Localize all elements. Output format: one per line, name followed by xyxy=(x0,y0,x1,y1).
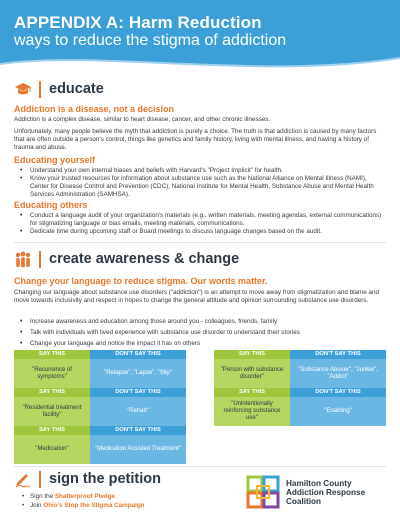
coalition-logo xyxy=(246,472,391,512)
say-cell: "Recurrence of symptoms" xyxy=(14,359,90,388)
dont-say-header: DON'T SAY THIS xyxy=(90,388,186,397)
list-item: • Talk with individuals with lived experience with substance use disorder to understand their stories xyxy=(20,327,386,338)
dont-say-header: DON'T SAY THIS xyxy=(290,350,386,359)
coalition-logo-mark xyxy=(246,475,280,509)
say-this-header: SAY THIS xyxy=(214,350,290,359)
people-group-icon xyxy=(14,250,32,268)
dont-say-cell: "Relapse", "Lapse", "Slip" xyxy=(90,359,186,388)
petition-title: sign the petition xyxy=(49,471,161,487)
coalition-name-line: Addiction Response xyxy=(286,487,366,497)
language-table-right xyxy=(214,350,386,426)
section-divider-bar xyxy=(39,251,41,268)
educate-title: educate xyxy=(49,81,104,97)
coalition-name xyxy=(286,479,365,506)
table-row xyxy=(14,426,186,464)
say-this-header: SAY THIS xyxy=(14,388,90,397)
table-row xyxy=(214,350,386,388)
disease-paragraph-1: Addiction is a complex disease, similar to heart disease, cancer, and other chronic illnesses. xyxy=(14,116,271,123)
list-item: • Dedicate time during upcoming staff or Board meetings to discuss language changes based on the audit. xyxy=(20,228,386,236)
table-row xyxy=(214,388,386,426)
header-wave xyxy=(0,50,400,72)
list-item xyxy=(22,492,145,501)
say-this-header: SAY THIS xyxy=(14,426,90,435)
language-paragraph: Changing our language about substance use disorders ("addiction") is an attempt to move away from stigmatization and blame and move towards inclusivity and respect in hopes to change the general attitude and opinion surrounding substance use disorders. xyxy=(14,289,380,304)
table-row xyxy=(14,388,186,426)
page-subtitle: ways to reduce the stigma of addiction xyxy=(14,32,287,49)
section-divider xyxy=(14,242,386,243)
disease-heading: Addiction is a disease, not a decision xyxy=(14,104,175,114)
petition-section-header xyxy=(14,470,161,488)
educating-others-list xyxy=(20,212,386,236)
educate-section-header xyxy=(14,80,104,98)
coalition-name-line: Coalition xyxy=(286,496,322,506)
petition-links xyxy=(22,492,145,510)
say-cell: "Residential treatment facility" xyxy=(14,397,90,426)
list-item: • Increase awareness and education among those around you - colleagues, friends, family xyxy=(20,316,386,327)
disease-paragraph-2: Unfortunately, many people believe the myth that addiction is purely a choice. The truth is that addiction is caused by many factors that are often outside a person's control, things like genetics and family history, living with mental illness, and having a history of trauma and abuse. xyxy=(14,128,377,151)
dont-say-cell: "Rehab" xyxy=(90,397,186,426)
awareness-list xyxy=(20,316,386,349)
section-divider-bar xyxy=(39,81,41,98)
say-cell: "Person with substance disorder" xyxy=(214,359,290,388)
graduation-cap-icon xyxy=(14,80,32,98)
dont-say-cell: "Substance Abuser", "Junkie", "Addict" xyxy=(290,359,386,388)
page-title: APPENDIX A: Harm Reduction xyxy=(14,13,262,32)
say-cell: "Unintentionally reinforcing substance use" xyxy=(214,397,290,426)
petition-item-prefix: Sign the xyxy=(30,493,55,500)
dont-say-header: DON'T SAY THIS xyxy=(290,388,386,397)
dont-say-header: DON'T SAY THIS xyxy=(90,350,186,359)
shatterproof-pledge-link[interactable]: Shatterproof Pledge xyxy=(54,493,116,500)
section-divider xyxy=(14,466,386,467)
say-cell: "Medication" xyxy=(14,435,90,464)
awareness-section-header xyxy=(14,250,239,268)
dont-say-header: DON'T SAY THIS xyxy=(90,426,186,435)
section-divider-bar xyxy=(39,471,41,488)
petition-item-prefix: Join xyxy=(30,502,44,509)
educating-yourself-heading: Educating yourself xyxy=(14,155,96,165)
dont-say-cell: "Enabling" xyxy=(290,397,386,426)
say-this-header: SAY THIS xyxy=(14,350,90,359)
list-item: • Change your language and notice the impact it has on others xyxy=(20,338,386,349)
list-item: • Understand your own internal biases and beliefs with Harvard's "Project Implicit" for health. xyxy=(20,167,386,175)
page-header xyxy=(0,0,400,72)
table-row xyxy=(14,350,186,388)
educating-others-heading: Educating others xyxy=(14,200,88,210)
list-item: • Conduct a language audit of your organization's materials (e.g., written materials, meeting agendas, external communications) for stigmatizing language or bias emails, meeting materials, communications. xyxy=(20,212,386,228)
list-item: • Know your trusted resources for information about substance use such as the National Alliance on Mental Illness (NAMI), Center for Disease Control and Prevention (CDC), National Institute for Mental Health, Substance Abuse and Mental Health Services Administration (SAMHSA). xyxy=(20,175,386,199)
stop-the-stigma-link[interactable]: Ohio's Stop the Stigma Campaign xyxy=(43,502,145,509)
coalition-name-line: Hamilton County xyxy=(286,478,352,488)
say-this-header: SAY THIS xyxy=(214,388,290,397)
dont-say-cell: "Medication Assisted Treatment" xyxy=(90,435,186,464)
awareness-title: create awareness & change xyxy=(49,251,240,267)
language-table-left xyxy=(14,350,186,464)
signature-pen-icon xyxy=(14,470,32,488)
educating-yourself-list xyxy=(20,167,386,199)
list-item xyxy=(22,501,145,510)
language-heading: Change your language to reduce stigma. Our words matter. xyxy=(14,276,268,286)
